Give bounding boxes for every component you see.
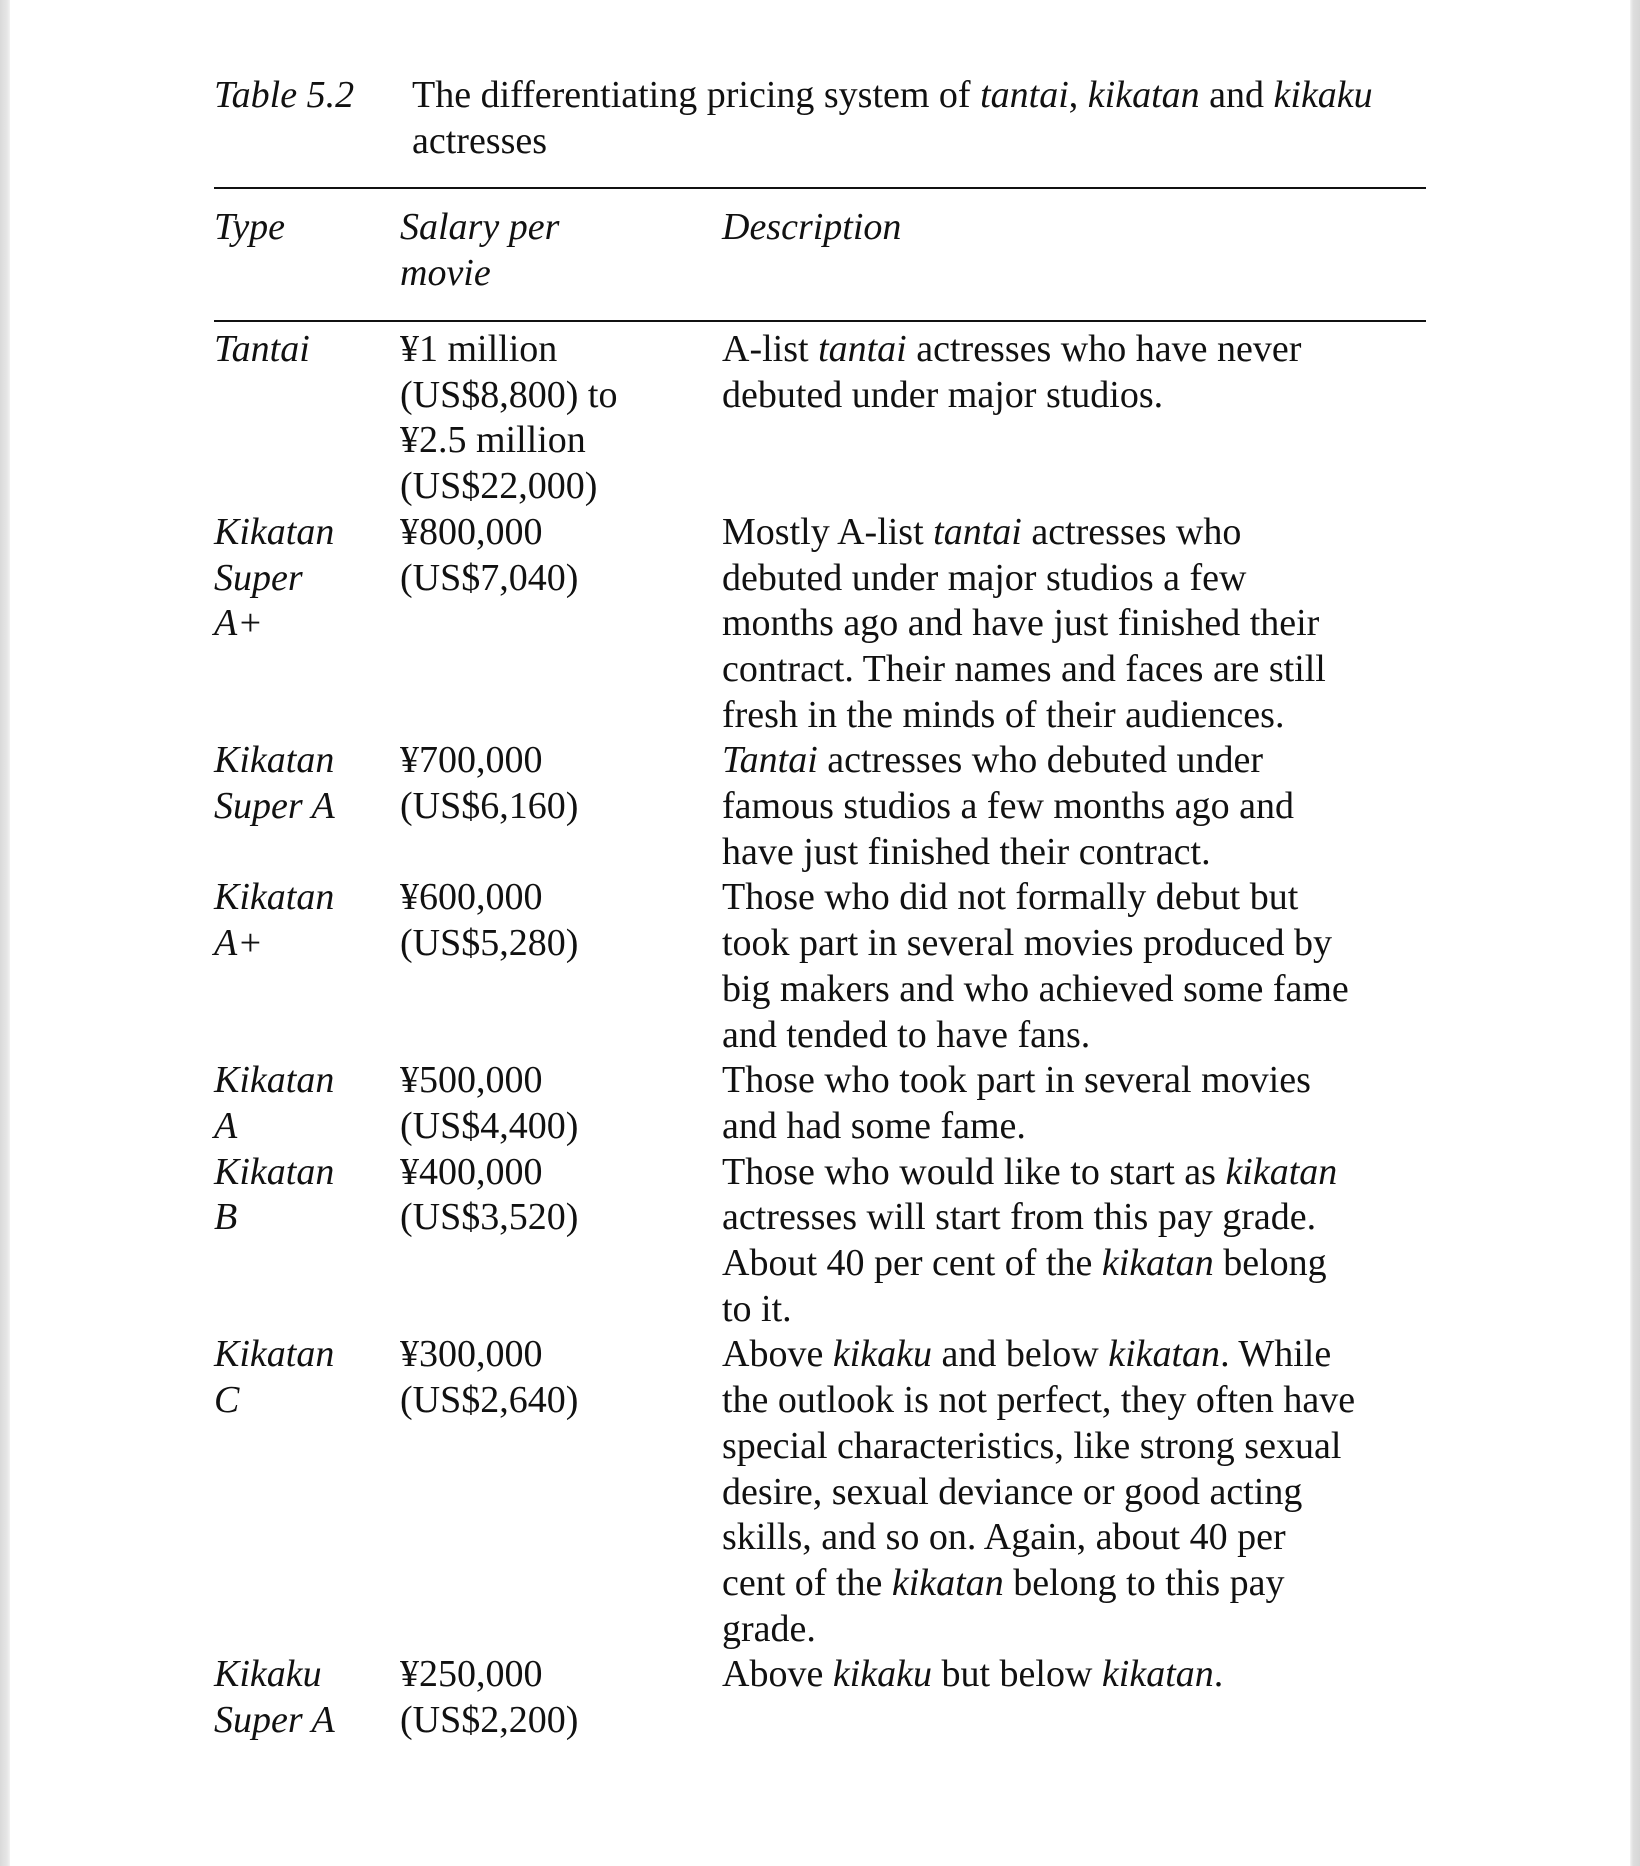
table-title xyxy=(412,72,1432,164)
cell-type xyxy=(214,1652,400,1743)
description-segment: kikatan xyxy=(1101,1653,1214,1696)
description-segment: debuted under major studios a few xyxy=(722,556,1247,599)
description-segment: contract. Their names and faces are still xyxy=(722,647,1326,690)
cell-description xyxy=(722,1058,1426,1149)
description-segment: cent of the xyxy=(722,1561,892,1604)
description-segment: Those who did not formally debut but xyxy=(722,876,1299,919)
table-row xyxy=(214,738,1426,875)
description-segment: but below xyxy=(931,1653,1102,1696)
cell-salary-line: (US$7,040) xyxy=(400,556,579,599)
cell-type-line: Kikaku xyxy=(214,1653,322,1696)
description-segment: Those who would like to start as xyxy=(722,1150,1226,1193)
table-row xyxy=(214,1058,1426,1149)
cell-salary-line: (US$5,280) xyxy=(400,922,579,965)
header-type-label: Type xyxy=(214,206,286,248)
cell-description-line xyxy=(722,1378,1426,1424)
description-segment: famous studios a few months ago and xyxy=(722,785,1295,828)
cell-salary xyxy=(400,875,722,966)
cell-description xyxy=(722,327,1426,418)
table-row xyxy=(214,1332,1426,1652)
description-segment: big makers and who achieved some fame xyxy=(722,967,1349,1010)
table-title-segment: kikaku xyxy=(1273,74,1373,116)
description-segment: kikatan xyxy=(1108,1333,1221,1376)
table-row xyxy=(214,875,1426,1058)
description-segment: tantai xyxy=(818,328,907,370)
cell-salary-line: ¥2.5 million xyxy=(400,419,586,462)
description-segment: special characteristics, like strong sexual xyxy=(722,1424,1342,1467)
cell-salary-line: ¥800,000 xyxy=(400,510,543,553)
cell-salary xyxy=(400,1652,722,1743)
cell-description-line xyxy=(722,556,1426,602)
table-title-line-1 xyxy=(412,72,1432,118)
cell-type-line: Kikatan xyxy=(214,1059,335,1102)
cell-type xyxy=(214,1150,400,1241)
cell-salary-line: (US$3,520) xyxy=(400,1196,579,1239)
cell-type-line: A+ xyxy=(214,602,263,645)
header-type xyxy=(214,205,400,251)
description-segment: actresses who debuted under xyxy=(817,739,1264,782)
cell-salary-line: ¥400,000 xyxy=(400,1150,543,1193)
description-segment: desire, sexual deviance or good acting xyxy=(722,1470,1303,1513)
cell-type xyxy=(214,1058,400,1149)
header-description xyxy=(722,205,1426,251)
description-segment: tantai xyxy=(933,510,1022,553)
cell-description-line xyxy=(722,1470,1426,1516)
cell-description-line xyxy=(722,1332,1426,1378)
cell-description xyxy=(722,1652,1426,1698)
description-segment: actresses who xyxy=(1021,510,1242,553)
table-header-row xyxy=(214,205,1426,296)
cell-description-line xyxy=(722,1515,1426,1561)
cell-type-line: Kikatan xyxy=(214,739,335,782)
cell-type xyxy=(214,327,400,373)
description-segment: Those who took part in several movies xyxy=(722,1059,1311,1102)
description-segment: About 40 per cent of the xyxy=(722,1242,1102,1285)
description-segment: kikaku xyxy=(832,1653,932,1696)
cell-description-line xyxy=(722,327,1426,373)
cell-salary-line: ¥1 million xyxy=(400,328,558,370)
description-segment: took part in several movies produced by xyxy=(722,922,1332,965)
description-segment: belong xyxy=(1213,1242,1327,1285)
table-number: Table 5.2 xyxy=(214,74,355,116)
cell-salary xyxy=(400,738,722,829)
table-title-segment: and xyxy=(1199,74,1274,116)
cell-type-line: Kikatan xyxy=(214,510,335,553)
table-body xyxy=(214,327,1426,1744)
cell-salary-line: ¥250,000 xyxy=(400,1653,543,1696)
cell-description-line xyxy=(722,967,1426,1013)
cell-description-line xyxy=(722,647,1426,693)
cell-salary-line: ¥600,000 xyxy=(400,876,543,919)
header-salary xyxy=(400,205,722,296)
cell-type xyxy=(214,510,400,647)
cell-description-line xyxy=(722,921,1426,967)
cell-description-line xyxy=(722,738,1426,784)
cell-salary-line: (US$2,640) xyxy=(400,1379,579,1422)
description-segment: and below xyxy=(931,1333,1109,1376)
cell-salary-line: ¥300,000 xyxy=(400,1333,543,1376)
cell-description-line xyxy=(722,1150,1426,1196)
description-segment: to it. xyxy=(722,1287,792,1330)
description-segment: months ago and have just finished their xyxy=(722,602,1320,645)
cell-salary-line: (US$4,400) xyxy=(400,1104,579,1147)
description-segment: the outlook is not perfect, they often have xyxy=(722,1379,1356,1422)
cell-salary-line: (US$6,160) xyxy=(400,785,579,828)
table-row xyxy=(214,1652,1426,1743)
header-salary-label-line-2: movie xyxy=(400,251,491,294)
cell-type xyxy=(214,738,400,829)
cell-type-line: A xyxy=(214,1104,238,1147)
cell-type-line: Super A xyxy=(214,785,335,828)
cell-description-line xyxy=(722,784,1426,830)
header-description-label: Description xyxy=(722,206,902,248)
cell-description-line xyxy=(722,1652,1426,1698)
cell-description-line xyxy=(722,1241,1426,1287)
cell-description-line xyxy=(722,1561,1426,1607)
table-row xyxy=(214,1150,1426,1333)
description-segment: kikatan xyxy=(1225,1150,1338,1193)
cell-description-line xyxy=(722,1607,1426,1653)
description-segment: fresh in the minds of their audiences. xyxy=(722,693,1285,736)
description-segment: and tended to have fans. xyxy=(722,1013,1091,1056)
cell-description xyxy=(722,1150,1426,1333)
cell-description-line xyxy=(722,510,1426,556)
cell-description-line xyxy=(722,1058,1426,1104)
cell-description-line xyxy=(722,1287,1426,1333)
cell-salary-line: (US$22,000) xyxy=(400,465,598,508)
table-row xyxy=(214,327,1426,510)
description-segment: kikatan xyxy=(1101,1242,1214,1285)
page-right-edge xyxy=(1630,0,1640,1866)
cell-type-line: C xyxy=(214,1379,240,1422)
cell-description-line xyxy=(722,373,1426,419)
cell-description-line xyxy=(722,1424,1426,1470)
cell-type-line: Super A xyxy=(214,1699,335,1742)
table-header-rule xyxy=(214,320,1426,322)
table-title-line-2: actresses xyxy=(412,120,548,162)
cell-salary-line: ¥700,000 xyxy=(400,739,543,782)
cell-type-line: B xyxy=(214,1196,238,1239)
cell-type-line: A+ xyxy=(214,922,263,965)
description-segment: debuted under major studios. xyxy=(722,373,1164,416)
description-segment: . While xyxy=(1220,1333,1332,1376)
cell-type-line: Tantai xyxy=(214,328,310,370)
table-header xyxy=(214,205,1426,296)
table-title-segment: , xyxy=(1068,74,1088,116)
description-segment: and had some fame. xyxy=(722,1104,1026,1147)
cell-salary xyxy=(400,1058,722,1149)
description-segment: grade. xyxy=(722,1607,816,1650)
description-segment: skills, and so on. Again, about 40 per xyxy=(722,1516,1286,1559)
description-segment: actresses who have never xyxy=(906,328,1302,370)
cell-description-line xyxy=(722,1013,1426,1059)
cell-description-line xyxy=(722,1195,1426,1241)
cell-type-line: Kikatan xyxy=(214,876,335,919)
header-salary-label-line-1: Salary per xyxy=(400,206,560,248)
table-title-segment: kikatan xyxy=(1087,74,1200,116)
cell-salary-line: ¥500,000 xyxy=(400,1059,543,1102)
description-segment: . xyxy=(1213,1653,1224,1696)
description-segment: kikaku xyxy=(832,1333,932,1376)
cell-type-line: Kikatan xyxy=(214,1150,335,1193)
description-segment: A-list xyxy=(722,328,819,370)
cell-type xyxy=(214,1332,400,1423)
cell-salary xyxy=(400,1332,722,1423)
description-segment: Mostly A-list xyxy=(722,510,934,553)
cell-description-line xyxy=(722,830,1426,876)
cell-description xyxy=(722,875,1426,1058)
cell-description xyxy=(722,510,1426,739)
cell-description-line xyxy=(722,693,1426,739)
cell-description-line xyxy=(722,875,1426,921)
description-segment: Above xyxy=(722,1333,833,1376)
description-segment: kikatan xyxy=(891,1561,1004,1604)
cell-type-line: Super xyxy=(214,556,303,599)
cell-description xyxy=(722,738,1426,875)
table-title-segment: The differentiating pricing system of xyxy=(412,74,981,116)
cell-type xyxy=(214,875,400,966)
description-segment: Above xyxy=(722,1653,833,1696)
cell-salary xyxy=(400,510,722,601)
cell-salary-line: (US$2,200) xyxy=(400,1699,579,1742)
description-segment: have just finished their contract. xyxy=(722,830,1211,873)
description-segment: belong to this pay xyxy=(1003,1561,1285,1604)
table-title-segment: tantai xyxy=(980,74,1069,116)
description-segment: Tantai xyxy=(722,739,818,782)
page-left-edge xyxy=(0,0,10,1866)
description-segment: actresses will start from this pay grade. xyxy=(722,1196,1317,1239)
cell-salary-line: (US$8,800) to xyxy=(400,373,618,416)
cell-description-line xyxy=(722,601,1426,647)
cell-salary xyxy=(400,1150,722,1241)
cell-description-line xyxy=(722,1104,1426,1150)
cell-type-line: Kikatan xyxy=(214,1333,335,1376)
cell-salary xyxy=(400,327,722,510)
cell-description xyxy=(722,1332,1426,1652)
table-row xyxy=(214,510,1426,739)
table-top-rule xyxy=(214,187,1426,189)
